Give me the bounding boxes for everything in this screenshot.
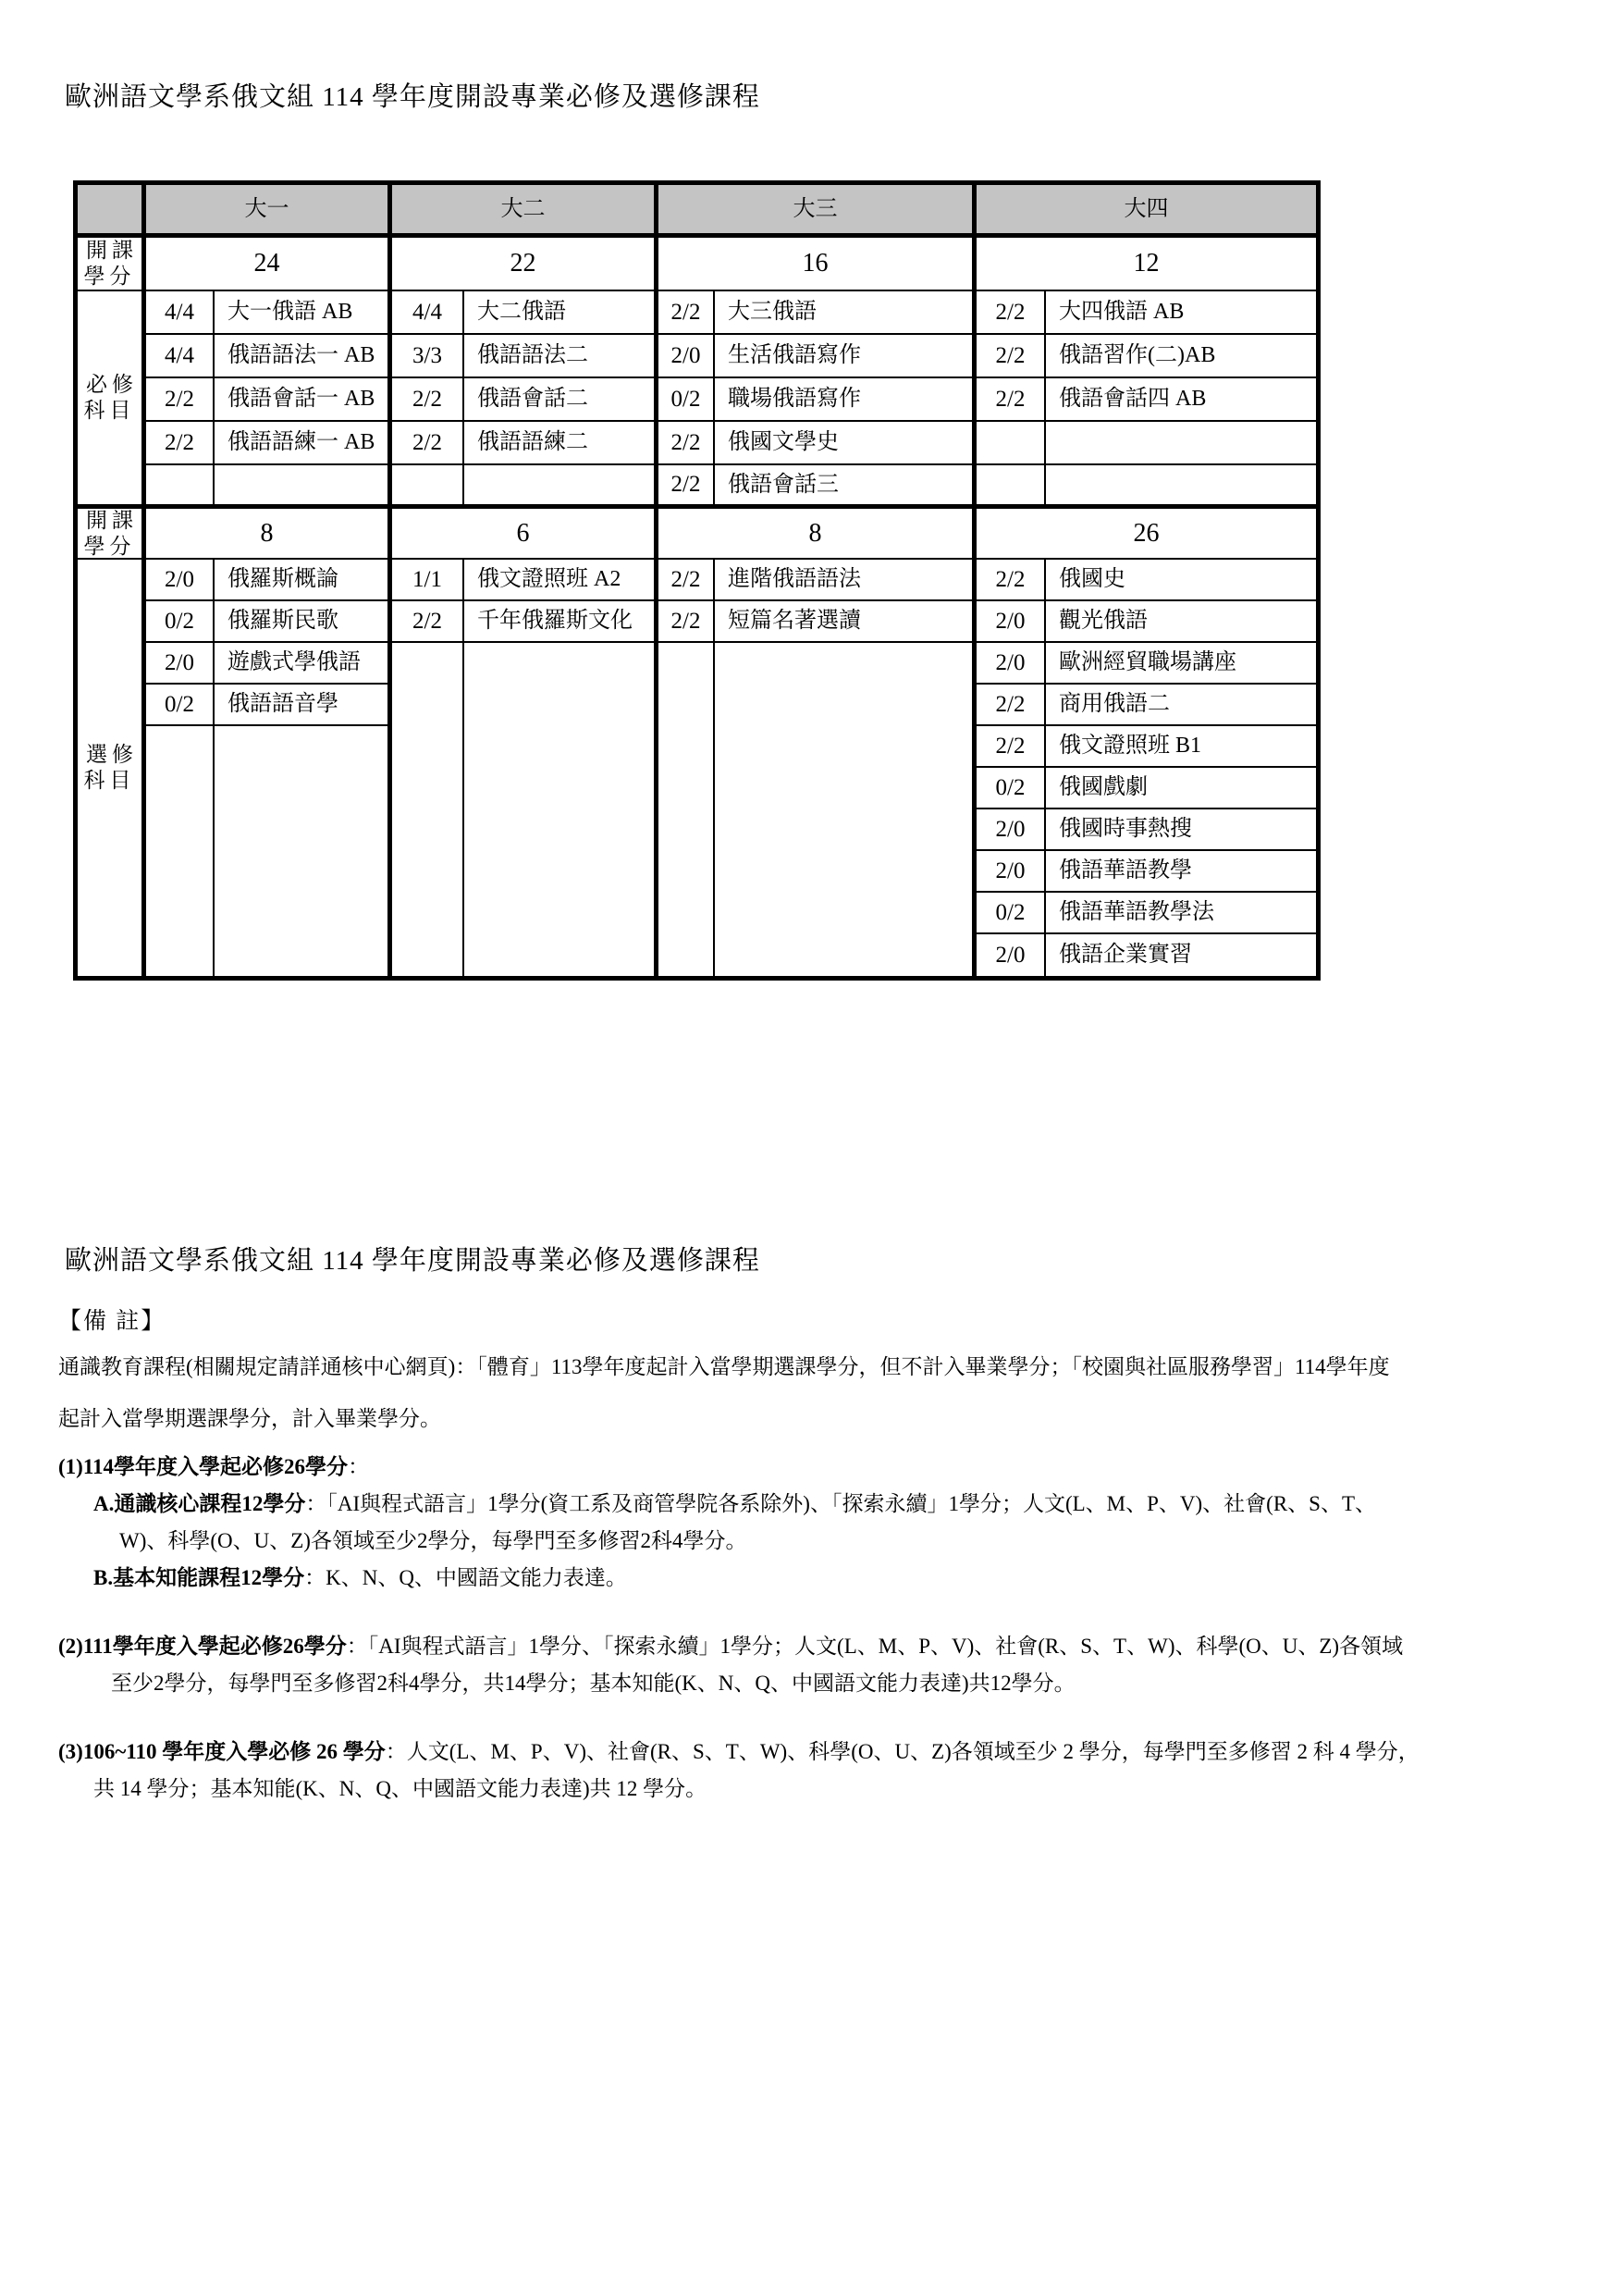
credit-cell: 0/2 xyxy=(146,685,215,726)
empty-cell xyxy=(1046,422,1316,465)
course-name-cell: 俄語會話二 xyxy=(464,378,658,422)
row-label-elective: 選修 科目 xyxy=(78,560,146,976)
course-name-cell: 俄語語法一 AB xyxy=(215,335,392,378)
grade-header: 大三 xyxy=(658,185,977,238)
note-paragraph xyxy=(58,1628,1580,1702)
course-name-cell: 俄語華語教學法 xyxy=(1046,893,1316,934)
credits-total-cell: 22 xyxy=(392,238,658,291)
note-line: B.基本知能課程12學分：K、N、Q、中國語文能力表達。 xyxy=(93,1566,627,1589)
course-name-cell: 大四俄語 AB xyxy=(1046,291,1316,335)
course-name-cell: 俄語語練一 AB xyxy=(215,422,392,465)
credit-cell: 2/2 xyxy=(146,378,215,422)
credit-cell: 2/2 xyxy=(977,378,1046,422)
credit-cell: 2/2 xyxy=(977,726,1046,768)
note-line-bold-prefix: (2)111學年度入學起必修26學分 xyxy=(58,1635,347,1658)
empty-cell xyxy=(464,465,658,509)
credits-total-cell: 16 xyxy=(658,238,977,291)
empty-cell xyxy=(977,422,1046,465)
remarks-body xyxy=(58,1341,1580,1839)
course-name-cell: 俄語語音學 xyxy=(215,685,392,726)
course-name-cell: 俄語企業實習 xyxy=(1059,943,1192,968)
credit-cell: 2/0 xyxy=(977,809,1046,851)
empty-cell xyxy=(464,643,658,976)
note-line: A.通識核心課程12學分：「AI與程式語言」1學分(資工系及商管學院各系除外)、「探索永續」1學分；人文(L、M、P、V)、社會(R、S、T、 xyxy=(93,1492,1377,1515)
empty-cell xyxy=(392,643,464,976)
course-name-cell: 大二俄語 xyxy=(464,291,658,335)
credit-cell: 3/3 xyxy=(392,335,464,378)
course-name-cell: 俄語會話一 AB xyxy=(215,378,392,422)
course-name-cell: 俄羅斯民歌 xyxy=(215,601,392,643)
course-name-cell: 俄國文學史 xyxy=(715,422,977,465)
credits-total-cell: 6 xyxy=(392,509,658,560)
note-line: 共 14 學分；基本知能(K、N、Q、中國語文能力表達)共 12 學分。 xyxy=(93,1777,707,1800)
credit-cell: 2/2 xyxy=(658,291,715,335)
credit-cell: 2/2 xyxy=(392,378,464,422)
empty-cell xyxy=(392,465,464,509)
credit-cell: 2/2 xyxy=(146,422,215,465)
credits-total-cell: 12 xyxy=(977,238,1316,291)
course-name-cell: 俄國時事熱搜 xyxy=(1046,809,1316,851)
course-name-cell: 大一俄語 AB xyxy=(215,291,392,335)
credit-cell: 2/2 xyxy=(658,422,715,465)
note-line: (1)114學年度入學起必修26學分： xyxy=(58,1455,370,1478)
credit-cell: 4/4 xyxy=(146,291,215,335)
row-label-required: 必修 科目 xyxy=(78,291,146,509)
credit-cell: 2/0 xyxy=(146,560,215,601)
table-corner-cell xyxy=(78,185,146,238)
course-name-cell: 俄文證照班 B1 xyxy=(1046,726,1316,768)
course-name-cell: 遊戲式學俄語 xyxy=(215,643,392,685)
note-line: 至少2學分，每學門至多修習2科4學分，共14學分；基本知能(K、N、Q、中國語文能力表達)共12學分。 xyxy=(111,1672,1076,1695)
course-name-cell: 商用俄語二 xyxy=(1046,685,1316,726)
grade-header: 大一 xyxy=(146,185,392,238)
empty-cell xyxy=(658,643,715,976)
note-paragraph xyxy=(58,1341,1580,1445)
credit-cell: 2/2 xyxy=(977,685,1046,726)
credit-cell: 2/2 xyxy=(658,465,715,509)
credit-cell: 2/2 xyxy=(658,601,715,643)
credit-cell: 2/2 xyxy=(658,560,715,601)
credit-cell: 2/0 xyxy=(977,643,1046,685)
credits-total-cell: 26 xyxy=(977,509,1316,560)
note-line: (2)111學年度入學起必修26學分：「AI與程式語言」1學分、「探索永續」1學分；人文(L、M、P、V)、社會(R、S、T、W)、科學(O、U、Z)各領域 xyxy=(58,1635,1404,1658)
credit-cell: 0/2 xyxy=(146,601,215,643)
course-name-cell: 俄文證照班 A2 xyxy=(464,560,658,601)
credit-cell: 0/2 xyxy=(658,378,715,422)
empty-cell xyxy=(215,726,392,976)
credit-cell: 2/2 xyxy=(392,601,464,643)
course-name-cell: 俄語會話三 xyxy=(715,465,977,509)
course-name-cell: 歐洲經貿職場講座 xyxy=(1046,643,1316,685)
credit-cell: 2/2 xyxy=(392,422,464,465)
credit-cell: 2/2 xyxy=(977,291,1046,335)
empty-cell xyxy=(146,726,215,976)
credit-cell: 1/1 xyxy=(392,560,464,601)
row-label-credits: 開課 學分 xyxy=(78,509,146,560)
course-name-cell: 生活俄語寫作 xyxy=(715,335,977,378)
page-title: 歐洲語文學系俄文組 114 學年度開設專業必修及選修課程 xyxy=(65,82,760,112)
empty-cell xyxy=(977,465,1046,509)
course-name-cell: 俄羅斯概論 xyxy=(215,560,392,601)
note-line: W)、科學(O、U、Z)各領域至少2學分，每學門至多修習2科4學分。 xyxy=(119,1529,747,1552)
empty-cell xyxy=(715,643,977,976)
credit-cell: 4/4 xyxy=(146,335,215,378)
credit-cell: 2/2 xyxy=(977,335,1046,378)
course-name-cell: 職場俄語寫作 xyxy=(715,378,977,422)
course-name-cell: 俄國戲劇 xyxy=(1046,768,1316,809)
note-line: (3)106~110 學年度入學必修 26 學分：人文(L、M、P、V)、社會(R、S、T、W)、科學(O、U、Z)各領域至少 2 學分，每學門至多修習 2 科 4 學分， xyxy=(58,1740,1420,1763)
credit-cell: 2/0 xyxy=(658,335,715,378)
credit-cell: 0/2 xyxy=(977,893,1046,934)
course-name-cell: 俄語語練二 xyxy=(464,422,658,465)
empty-cell xyxy=(215,465,392,509)
row-label-credits: 開課 學分 xyxy=(78,238,146,291)
note-line-bold-prefix: (1)114學年度入學起必修26學分 xyxy=(58,1455,349,1478)
course-name-cell: 俄語會話四 AB xyxy=(1046,378,1316,422)
note-paragraph xyxy=(58,1734,1580,1808)
course-name-cell: 俄語語法二 xyxy=(464,335,658,378)
empty-cell xyxy=(1046,465,1316,509)
note-paragraph xyxy=(58,1449,1580,1597)
empty-cell xyxy=(146,465,215,509)
credits-total-cell: 8 xyxy=(146,509,392,560)
note-line-bold-prefix: A.通識核心課程12學分 xyxy=(93,1492,306,1515)
course-name-cell: 千年俄羅斯文化 xyxy=(464,601,658,643)
course-name-cell: 俄語習作(二)AB xyxy=(1046,335,1316,378)
credit-cell: 0/2 xyxy=(977,768,1046,809)
course-name-cell: 俄語華語教學 xyxy=(1046,851,1316,893)
note-line: 起計入當學期選課學分，計入畢業學分。 xyxy=(58,1407,441,1430)
credit-cell: 2/0 xyxy=(146,643,215,685)
grade-header: 大四 xyxy=(977,185,1316,238)
course-table xyxy=(73,180,1321,981)
course-name-cell: 進階俄語語法 xyxy=(715,560,977,601)
credits-total-cell: 24 xyxy=(146,238,392,291)
page-title-2: 歐洲語文學系俄文組 114 學年度開設專業必修及選修課程 xyxy=(65,1246,760,1276)
credit-cell: 2/0 xyxy=(977,851,1046,893)
credit-cell: 4/4 xyxy=(392,291,464,335)
grade-header: 大二 xyxy=(392,185,658,238)
course-name-cell: 大三俄語 xyxy=(715,291,977,335)
note-line: 通識教育課程(相關規定請詳通核中心網頁)：「體育」113學年度起計入當學期選課學分，但不計入畢業學分；「校園與社區服務學習」114學年度 xyxy=(58,1355,1390,1378)
note-line-bold-prefix: B.基本知能課程12學分 xyxy=(93,1566,305,1589)
credit-cell: 2/2 xyxy=(977,560,1046,601)
credit-cell: 2/0 xyxy=(977,601,1046,643)
remarks-header: 【備 註】 xyxy=(58,1309,166,1334)
note-line-bold-prefix: (3)106~110 學年度入學必修 26 學分 xyxy=(58,1740,386,1763)
credit-cell: 2/0 xyxy=(977,934,1046,976)
course-name-cell: 觀光俄語 xyxy=(1046,601,1316,643)
credits-total-cell: 8 xyxy=(658,509,977,560)
course-name-cell: 俄國史 xyxy=(1046,560,1316,601)
course-name-cell: 短篇名著選讀 xyxy=(715,601,977,643)
